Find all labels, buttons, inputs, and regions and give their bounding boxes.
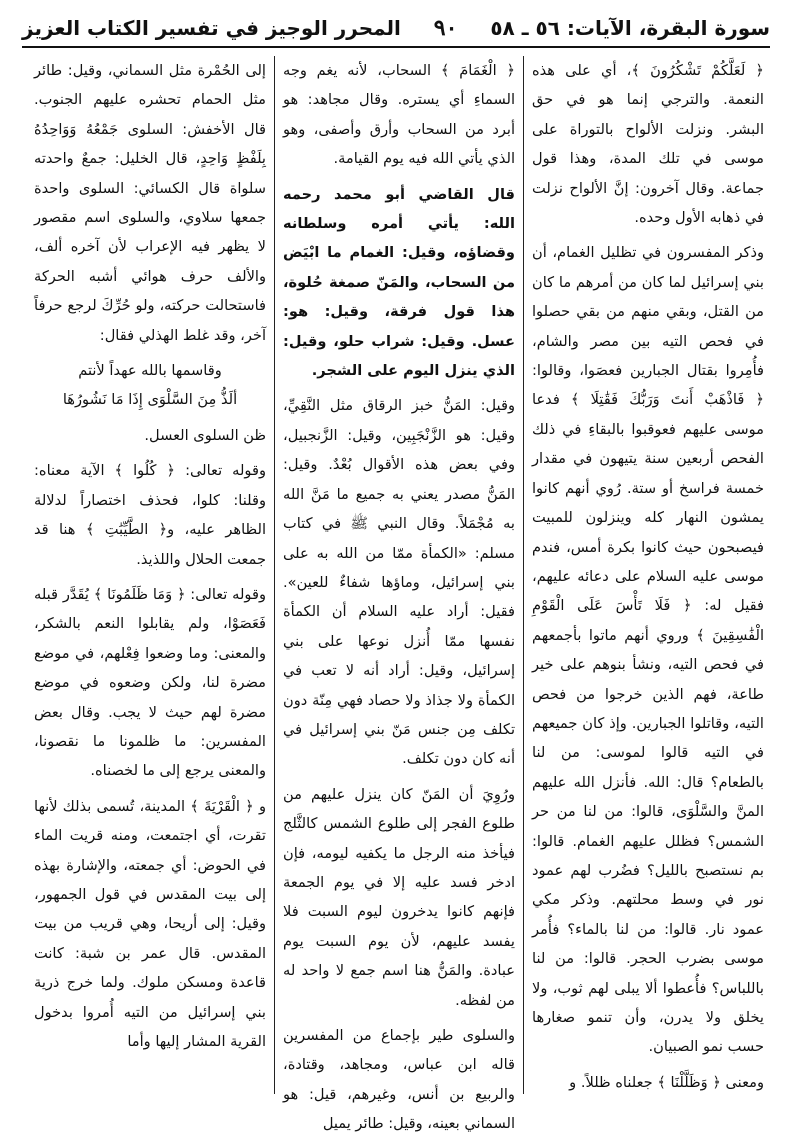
column-middle — [275, 56, 524, 1133]
poetry-verse: وقاسمها بالله عهداً لأنتم ألَذُّ مِنَ السَّلْوَى إِذَا مَا نَشُورُهَا — [62, 362, 238, 409]
page-number: ٩٠ — [433, 15, 458, 41]
paragraph: و ﴿ الْقَرْيَةَ ﴾ المدينة، تُسمى بذلك لأنها تقرت، أي اجتمعت، ومنه قريت الماء في الحوض: أي جمعته، والإشارة بهذه إلى بيت المقدس في قول الجمهور، وقيل: إلى أريحا، وهي قريب من بيت المقدس. قال عمر بن شبة: كانت قاعدة ومسكن ملوك. ولما خرج ذرية بني إسرائيل من التيه أُمروا بدخول القرية المشار إليها وأما — [34, 797, 266, 1050]
paragraph: وذكر المفسرون في تظليل الغمام، أن بني إسرائيل لما كان من أمرهم ما كان من القتل، وبقي منهم من بقي حصلوا في فحص التيه بين مصر والشام، فأُمِروا بقتال الجبارين فعصَوا، وقالوا: ﴿ فَاذْهَبْ أَنتَ وَرَبُّكَ فَقَٰتِلَا ﴾ فدعا موسى عليهم فعوقبوا بالبقاءِ في ذلك الفحص أربعين سنة يتيهون في مقدار خمسة فراسخ أو ستة. رُوي أنهم كانوا يمشون النهار كله وينزلون للمبيت فيصبحون حيث كانوا بكرة أمس، فندم موسى عليه السلام على دعائه عليهم، فقيل له: ﴿ فَلَا تَأْسَ عَلَى الْقَوْمِ الْفَٰسِقِينَ ﴾ وروي أنهم ماتوا بأجمعهم في فحص التيه، ونشأ بنوهم على خير طاعة، فهم الذين خرجوا من فحص التيه، وقاتلوا الجبارين. وإذ كان جميعهم في التيه قالوا لموسى: من لنا بالطعام؟ قال: الله. فأنزل الله عليهم المنَّ والسَّلْوَى، قالوا: من لنا من حر الشمس؟ فظلل عليهم الغمام. قالوا: بم نستصبح بالليل؟ فضُرب لهم عمود نور في وسط محلتهم. وذكر مكي عمود نار. قالوا: من لنا بالماء؟ فأُمر موسى بضرب الحجر. قالوا: من لنا باللباس؟ فأُعطوا ألا يبلى لهم ثوب، ولا يخلق ولا يدرن، وأن تنمو صغارها حسب نمو الصبيان. — [532, 244, 764, 1056]
running-header — [22, 10, 770, 48]
paragraph: وقوله تعالى: ﴿ كُلُوا ﴾ الآية معناه: وقلنا: كلوا، فحذف اختصاراً لدلالة الظاهر عليه، و﴿ الطَّيِّبَٰتِ ﴾ هنا قد جمعت الحلال واللذيذ. — [34, 462, 266, 568]
book-title: المحرر الوجيز في تفسير الكتاب العزيز — [22, 16, 401, 40]
paragraph: ظن السلوى العسل. — [144, 426, 266, 444]
column-left — [26, 56, 275, 1094]
paragraph: ورُوِيَ أن المَنّ كان ينزل عليهم من طلوع الفجر إلى طلوع الشمس كالثَّلج فيأخذ منه الرجل ما يكفيه ليومه، فإن ادخر فسد عليه إلا في يوم الجمعة فإنهم كانوا يدخرون ليوم السبت فلا يفسد عليهم، لأن يوم السبت يوم عبادة. والمَنُّ هنا اسم جمع لا واحد له من لفظه. — [283, 785, 515, 1009]
paragraph: إلى الحُمْرة مثل السماني، وقيل: طائر مثل الحمام تحشره عليهم الجنوب. قال الأخفش: السلوى جَمْعُهُ وَوَاحِدُهُ بِلَفْظٍ وَاحِدٍ، قال الخليل: جمعٌ واحدته سلواة قال الكسائي: السلوى واحدة جمعها سلاوي، والسلوى اسم مقصور لا يظهر فيه الإعراب لأن آخره ألف، والألف حرف هوائي أشبه الحركة فاستحالت حركته، ولو حُرِّكَ لرجع حرفاً آخر، وقد غلط الهذلي فقال: — [34, 62, 266, 344]
column-right — [524, 56, 772, 1094]
paragraph: قال القاضي أبو محمد رحمه الله: يأتي أمره وسلطانه وقضاؤه، وقيل: الغمام ما ابْيَض من السحاب، والمَنّ صمغة حُلوة، هذا قول فرقة، وقيل: هو: عسل. وقيل: شراب حلو، وقيل: الذي ينزل اليوم على الشجر. — [283, 185, 515, 380]
paragraph: ﴿ الْغَمَامَ ﴾ السحاب، لأنه يغم وجه السماءِ أي يستره. وقال مجاهد: هو أبرد من السحاب وأرق وأصفى، وهو الذي يأتي الله فيه يوم القيامة. — [283, 62, 515, 168]
paragraph: ﴿ لَعَلَّكُمْ تَشْكُرُونَ ﴾، أي على هذه النعمة. والترجي إنما هو في حق البشر. ونزلت الألواح بالتوراة على موسى في تلك المدة، وهذا قول جماعة. وقال آخرون: إنَّ الألواح نزلت في ذهابه الأول وحده. — [532, 62, 764, 227]
surah-verses-label: سورة البقرة، الآيات: ٥٦ ـ ٥٨ — [490, 16, 770, 40]
text-columns — [18, 56, 772, 1133]
paragraph: وقوله تعالى: ﴿ وَمَا ظَلَمُونَا ﴾ يُقَدَّر قبله فَعَصَوْا، ولم يقابلوا النعم بالشكر، والمعنى: وما وضعوا فِعْلهم، في موضع مضرة لنا، ولكن وضعوه في موضع مضرة لهم حيث لا يجب. وقال بعض المفسرين: ما ظلمونا ما نقصونا، والمعنى يرجع إلى ما لخصناه. — [34, 585, 266, 780]
paragraph: ومعنى ﴿ وَظَلَّلْنَا ﴾ جعلناه ظللاً. و — [569, 1073, 764, 1091]
paragraph: والسلوى طير بإجماع من المفسرين قاله ابن عباس، ومجاهد، وقتادة، والربيع بن أنس، وغيرهم، قيل: هو السماني بعينه، وقيل: طائر يميل — [283, 1027, 515, 1133]
paragraph: وقيل: المَنُّ خبز الرقاق مثل النَّقِيِّ، وقيل: هو الزَّنْجَبِين، وقيل: الزَّنجبيل، وفي بعض هذه الأقوال بُعْدٌ. وقيل: المَنُّ مصدر يعني به جميع ما مَنَّ الله به مُجْمَلاً. وقال النبي ﷺ في كتاب مسلم: «الكمأة ممّا من الله به على بني إسرائيل، وماؤها شفاءٌ للعين». فقيل: أراد عليه السلام أن الكمأة نفسها ممّا أُنزل نوعها على بني إسرائيل، وقيل: أراد أنه لا تعب في الكمأة ولا جذاذ ولا حصاد فهي مِنّة دون تكلف مِن جنس مَنّ بني إسرائيل في أنه كان دون تكلف. — [283, 397, 515, 768]
